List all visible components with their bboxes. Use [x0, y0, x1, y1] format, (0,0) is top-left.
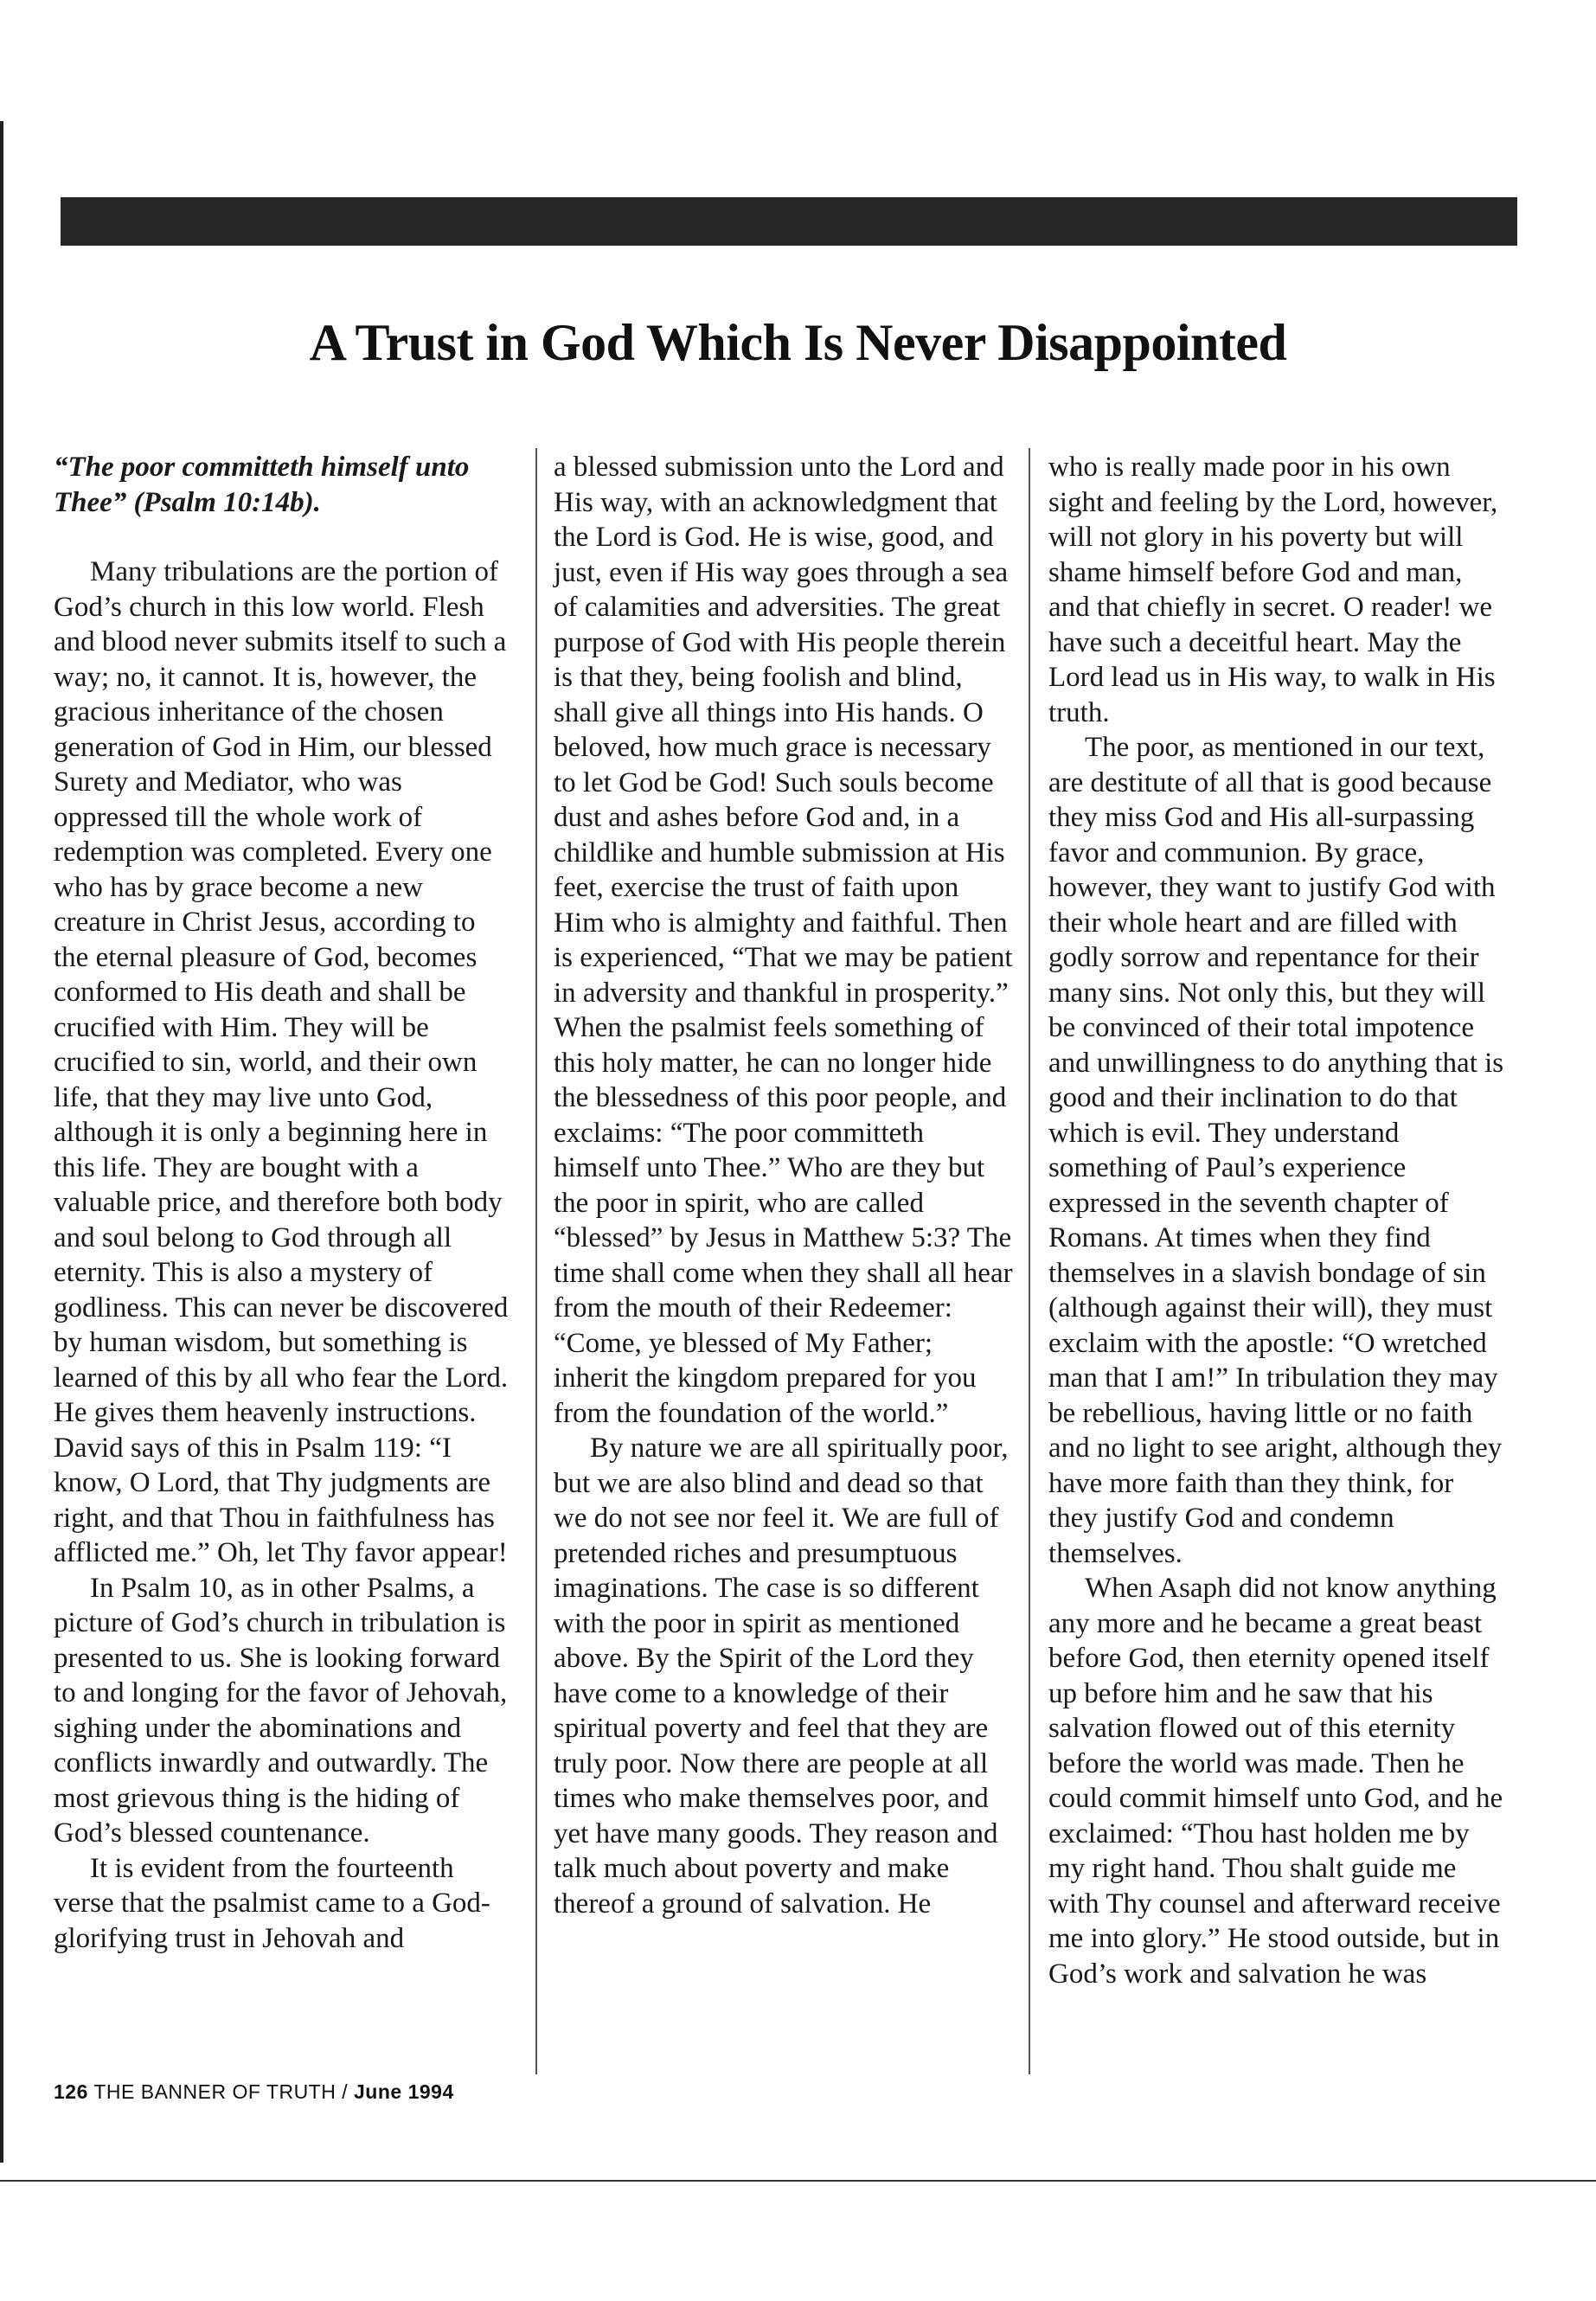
- column-1: [54, 450, 514, 1956]
- column-2: [554, 450, 1014, 1921]
- paragraph: who is really made poor in his own sight and feeling by the Lord, however, will not glory in his poverty but will shame himself before God and man, and that chiefly in secret. O reader! we have such a deceitful heart. May the Lord lead us in His way, to walk in His truth.: [1048, 452, 1498, 728]
- scan-edge: [0, 121, 3, 2163]
- paragraph: It is evident from the fourteenth verse that the psalmist came to a God-glorifying trust in Jehovah and: [54, 1852, 490, 1954]
- column-divider: [1029, 448, 1030, 2074]
- page-number: 126: [54, 2080, 88, 2103]
- paragraph: a blessed submission unto the Lord and His way, with an acknowledgment that the Lord is God. He is wise, good, and just, even if His way goes through a sea of calamities and adversities. The great purpose of God with His people therein is that they, being foolish and blind, shall give all things into His hands. O beloved, how much grace is necessary to let God be God! Such souls become dust and ashes before God and, in a childlike and humble submission at His feet, exercise the trust of faith upon Him who is almighty and faithful. Then is experienced, “That we may be patient in adversity and thankful in prosperity.” When the psalmist feels something of this holy matter, he can no longer hide the blessedness of this poor people, and exclaims: “The poor committeth himself unto Thee.” Who are they but the poor in spirit, who are called “blessed” by Jesus in Matthew 5:3? The time shall come when they shall all hear from the mouth of their Redeemer: “Come, ye blessed of My Father; inherit the kingdom prepared for you from the foundation of the world.”: [554, 452, 1013, 1429]
- paragraph: In Psalm 10, as in other Psalms, a picture of God’s church in tribulation is presented to us. She is looking forward to and longing for the favor of Jehovah, sighing under the abominations and conflicts inwardly and outwardly. The most grievous thing is the hiding of God’s blessed countenance.: [54, 1572, 508, 1849]
- issue-date: June 1994: [354, 2080, 454, 2103]
- paragraph: The poor, as mentioned in our text, are destitute of all that is good because they miss God and His all-surpassing favor and communion. By grace, however, they want to justify God with their whole heart and are filled with godly sorrow and repentance for their many sins. Not only this, but they will be convinced of their total impotence and unwillingness to do anything that is good and their inclination to do that which is evil. They understand something of Paul’s experience expressed in the seventh chapter of Romans. At times when they find themselves in a slavish bondage of sin (although against their will), they must exclaim with the apostle: “O wretched man that I am!” In tribulation they may be rebellious, having little or no faith and no light to see aright, although they have more faith than they think, for they justify God and condemn themselves.: [1048, 732, 1504, 1569]
- paragraph: By nature we are all spiritually poor, but we are also blind and dead so that we do not see nor feel it. We are full of pretended riches and presumptuous imaginations. The case is so different with the poor in spirit as mentioned above. By the Spirit of the Lord they have come to a knowledge of their spiritual poverty and feel that they are truly poor. Now there are people at all times who make themselves poor, and yet have many goods. They reason and talk much about poverty and make thereof a ground of salvation. He: [554, 1433, 1009, 1920]
- publication-name: THE BANNER OF TRUTH /: [93, 2080, 349, 2103]
- epigraph: “The poor committeth himself unto Thee” (Psalm 10:14b).: [54, 452, 470, 518]
- article-title: A Trust in God Which Is Never Disappointed: [309, 314, 1287, 371]
- bottom-rule: [0, 2180, 1596, 2182]
- page-footer: [54, 2080, 454, 2104]
- column-divider: [535, 448, 537, 2074]
- header-bar: [61, 197, 1517, 246]
- paragraph: Many tribulations are the portion of God’s church in this low world. Flesh and blood never submits itself to such a way; no, it cannot. It is, however, the gracious inheritance of the chosen generation of God in Him, our blessed Surety and Mediator, who was oppressed till the whole work of redemption was completed. Every one who has by grace become a new creature in Christ Jesus, according to the eternal pleasure of God, becomes conformed to His death and shall be crucified with Him. They will be crucified to sin, world, and their own life, that they may live unto God, although it is only a beginning here in this life. They are bought with a valuable price, and therefore both body and soul belong to God through all eternity. This is also a mystery of godliness. This can never be discovered by human wisdom, but something is learned of this by all who fear the Lord. He gives them heavenly instructions. David says of this in Psalm 119: “I know, O Lord, that Thy judgments are right, and that Thou in faithfulness has afflicted me.” Oh, let Thy favor appear!: [54, 556, 509, 1568]
- paragraph: When Asaph did not know anything any more and he became a great beast before God, then eternity opened itself up before him and he saw that his salvation flowed out of this eternity before the world was made. Then he could commit himself unto God, and he exclaimed: “Thou hast holden me by my right hand. Thou shalt guide me with Thy counsel and afterward receive me into glory.” He stood outside, but in God’s work and salvation he was: [1048, 1573, 1503, 1990]
- column-3: [1048, 450, 1509, 1991]
